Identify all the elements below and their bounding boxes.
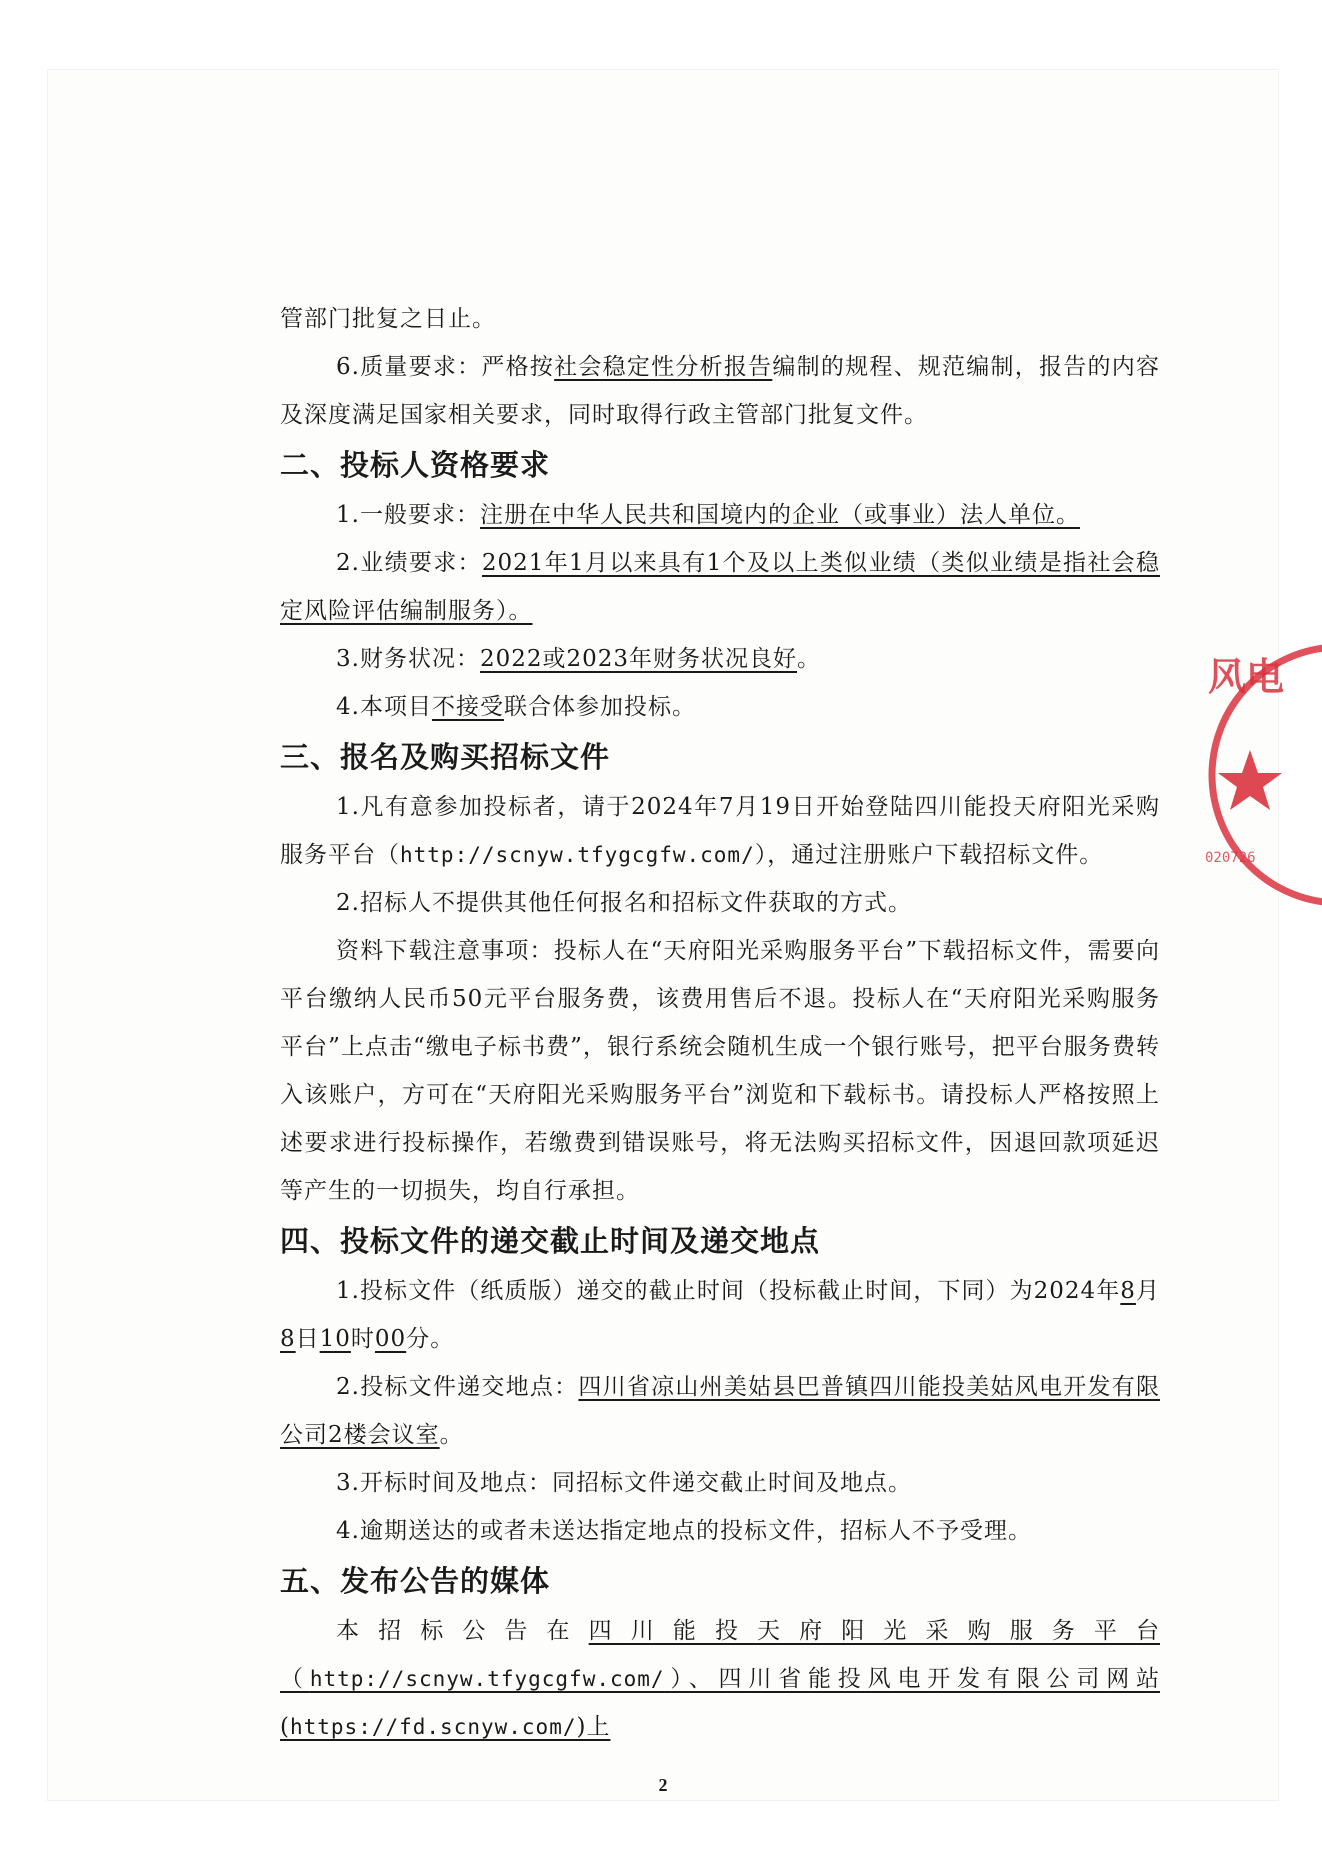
text-segment: 编制的规程、规范编制，报告的内容及深度满足国家相关要求，同时取得行政主管部门批复文件。 <box>280 354 1161 428</box>
underlined-text: 00 <box>374 1326 407 1352</box>
paragraph <box>280 295 1160 343</box>
document-body <box>280 295 1160 1751</box>
text-segment: 4.逾期送达的或者未送达指定地点的投标文件，招标人不予受理。 <box>336 1518 1032 1544</box>
bleed-through-text <box>828 80 1008 114</box>
url-text: http://scnyw.tfygcgfw.com/ <box>400 843 755 867</box>
paragraph <box>280 879 1160 927</box>
paragraph <box>280 783 1160 879</box>
text-segment: 本招标公告在 <box>336 1618 589 1644</box>
underlined-text: ）、四川省能投风电开发有限公司网站( <box>280 1666 1161 1740</box>
underlined-text: 8 <box>1120 1278 1136 1304</box>
paragraph <box>280 927 1160 1215</box>
underlined-text: 2021年1月以来具有1个及以上类似业绩（类似业绩是指社会稳定风险评估编制服务）。 <box>280 550 1160 624</box>
paragraph <box>280 683 1160 731</box>
underlined-text: 注册在中华人民共和国境内的企业（或事业）法人单位。 <box>479 502 1080 528</box>
paragraph <box>280 539 1160 635</box>
text-segment: 月 <box>1135 1278 1160 1304</box>
text-segment: 4.本项目 <box>336 694 432 720</box>
underlined-text: 不接受 <box>431 694 504 720</box>
text-segment: 日 <box>295 1326 320 1352</box>
seal-star-icon <box>1218 750 1282 810</box>
text-segment: 联合体参加投标。 <box>503 694 696 720</box>
section-heading <box>280 733 1160 781</box>
underlined-text: )上 <box>576 1714 611 1740</box>
paragraph <box>280 343 1160 439</box>
underlined-text: 四川能投天府阳光采购服务平台（ <box>280 1618 1161 1692</box>
text-segment: 三、报名及购买招标文件 <box>280 740 611 774</box>
text-segment: 6.质量要求：严格按 <box>336 354 555 380</box>
text-segment: 五、发布公告的媒体 <box>280 1564 551 1598</box>
text-segment: 1.投标文件（纸质版）递交的截止时间（投标截止时间，下同）为2024年 <box>336 1278 1121 1304</box>
text-segment: 分。 <box>406 1326 455 1352</box>
paragraph <box>280 491 1160 539</box>
paragraph <box>280 1363 1160 1459</box>
section-heading <box>280 1557 1160 1605</box>
section-heading <box>280 1217 1160 1265</box>
company-seal <box>1190 640 1322 910</box>
document-page <box>48 70 1278 1800</box>
text-segment: 四、投标文件的递交截止时间及递交地点 <box>280 1224 821 1258</box>
paragraph <box>280 1607 1160 1751</box>
text-segment: 3.财务状况： <box>336 646 480 672</box>
text-segment: 1.凡有意参加投标者，请于2024年7月19日开始登陆四川能投天府阳光采购服务平台（ <box>280 794 1160 868</box>
text-segment: 。 <box>797 646 822 672</box>
text-segment: ），通过注册账户下载招标文件。 <box>754 842 1104 868</box>
underlined-text: 四川省凉山州美姑县巴普镇四川能投美姑风电开发有限公司2楼会议室 <box>280 1374 1160 1448</box>
underlined-text: 社会稳定性分析报告 <box>554 354 773 380</box>
paragraph <box>280 1507 1160 1555</box>
text-segment: 2.业绩要求： <box>336 550 482 576</box>
seal-text: 风电 <box>1208 654 1285 699</box>
section-heading <box>280 441 1160 489</box>
text-segment: 2.投标文件递交地点： <box>336 1374 579 1400</box>
underlined-text: 10 <box>319 1326 351 1352</box>
text-segment: 资料下载注意事项：投标人在“天府阳光采购服务平台”下载招标文件，需要向平台缴纳人民币50元平台服务费，该费用售后不退。投标人在“天府阳光采购服务平台”上点击“缴电子标书费”，银行系统会随机生成一个银行账号，把平台服务费转入该账户，方可在“天府阳光采购服务平台”浏览和下载标书。请投标人严格按照上述要求进行投标操作，若缴费到错误账号，将无法购买招标文件，因退回款项延迟等产生的一切损失，均自行承担。 <box>280 938 1160 1204</box>
paragraph <box>280 635 1160 683</box>
url-text: http://scnyw.tfygcgfw.com/ <box>309 1667 665 1691</box>
paragraph <box>280 1267 1160 1363</box>
seal-code: 020726 <box>1205 850 1256 866</box>
page-number: 2 <box>658 1775 668 1795</box>
underlined-text: 8 <box>280 1326 296 1352</box>
text-segment: 二、投标人资格要求 <box>280 448 551 482</box>
url-text: https://fd.scnyw.com/ <box>289 1715 577 1739</box>
underlined-text: 2022或2023年财务状况良好 <box>479 646 798 672</box>
paragraph <box>280 1459 1160 1507</box>
text-segment: 2.招标人不提供其他任何报名和招标文件获取的方式。 <box>336 890 912 916</box>
text-segment: 时 <box>350 1326 375 1352</box>
text-segment: 管部门批复之日止。 <box>280 306 496 332</box>
text-segment: 1.一般要求： <box>336 502 480 528</box>
text-segment: 3.开标时间及地点：同招标文件递交截止时间及地点。 <box>336 1470 912 1496</box>
text-segment: 。 <box>439 1422 464 1448</box>
